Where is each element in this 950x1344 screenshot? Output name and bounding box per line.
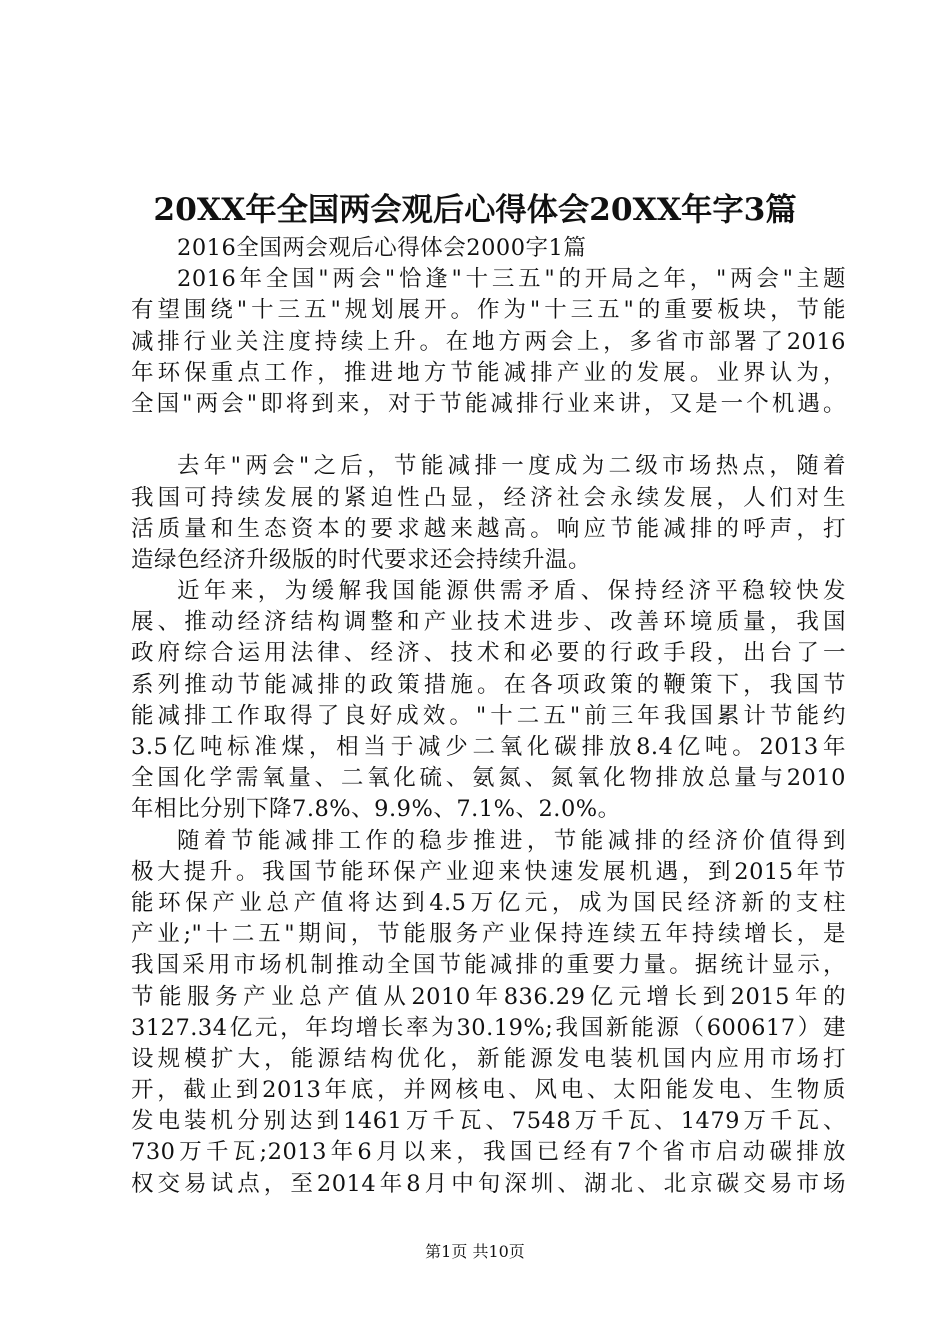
paragraph-line: 极大提升。我国节能环保产业迎来快速发展机遇，到2015年节 [131, 858, 846, 885]
paragraph-line: 我国可持续发展的紧迫性凸显，经济社会永续发展，人们对生 [131, 484, 846, 511]
paragraph-line: 去年"两会"之后，节能减排一度成为二级市场热点，随着 [177, 453, 846, 480]
paragraph-line: 3127.34亿元，年均增长率为30.19%;我国新能源（600617）建 [131, 1014, 846, 1041]
paragraph-line: 能减排工作取得了良好成效。"十二五"前三年我国累计节能约 [131, 702, 846, 729]
paragraph-line: 年相比分别下降7.8%、9.9%、7.1%、2.0%。 [131, 796, 621, 823]
paragraph-line: 能环保产业总产值将达到4.5万亿元，成为国民经济新的支柱 [131, 889, 846, 916]
paragraph-line: 造绿色经济升级版的时代要求还会持续升温。 [131, 546, 592, 573]
paragraph-line: 我国采用市场机制推动全国节能减排的重要力量。据统计显示， [131, 952, 846, 979]
paragraph-line: 发电装机分别达到1461万千瓦、7548万千瓦、1479万千瓦、 [131, 1108, 846, 1135]
paragraph-line: 展、推动经济结构调整和产业技术进步、改善环境质量，我国 [131, 609, 846, 636]
paragraph-line: 2016年全国"两会"恰逢"十三五"的开局之年，"两会"主题 [177, 266, 846, 293]
paragraph-line: 节能服务产业总产值从2010年836.29亿元增长到2015年的 [131, 983, 846, 1010]
paragraph-line: 730万千瓦;2013年6月以来，我国已经有7个省市启动碳排放 [131, 1139, 846, 1166]
subtitle-line: 2016全国两会观后心得体会2000字1篇 [177, 235, 587, 261]
paragraph-line: 减排行业关注度持续上升。在地方两会上，多省市部署了2016 [131, 328, 846, 355]
paragraph-line: 全国化学需氧量、二氧化硫、氨氮、氮氧化物排放总量与2010 [131, 765, 846, 792]
paragraph-line: 权交易试点，至2014年8月中旬深圳、湖北、北京碳交易市场 [131, 1170, 846, 1197]
document-title: 20XX年全国两会观后心得体会20XX年字3篇 [153, 192, 797, 228]
paragraph-gap [131, 420, 846, 451]
paragraph-line: 开，截止到2013年底，并网核电、风电、太阳能发电、生物质 [131, 1077, 846, 1104]
paragraph-line: 系列推动节能减排的政策措施。在各项政策的鞭策下，我国节 [131, 671, 846, 698]
paragraph-line: 产业;"十二五"期间，节能服务产业保持连续五年持续增长，是 [131, 921, 846, 948]
paragraph-line: 3.5亿吨标准煤，相当于减少二氧化碳排放8.4亿吨。2013年 [131, 734, 846, 760]
paragraph-line: 有望围绕"十三五"规划展开。作为"十三五"的重要板块，节能 [131, 297, 846, 324]
paragraph-line: 活质量和生态资本的要求越来越高。响应节能减排的呼声，打 [131, 515, 846, 542]
page-footer: 第1页 共10页 [425, 1242, 525, 1261]
paragraph-line: 随着节能减排工作的稳步推进，节能减排的经济价值得到 [177, 827, 846, 854]
paragraph-line: 全国"两会"即将到来，对于节能减排行业来讲，又是一个机遇。 [131, 390, 846, 417]
paragraph-line: 年环保重点工作，推进地方节能减排产业的发展。业界认为， [131, 359, 846, 386]
paragraph-line: 设规模扩大，能源结构优化，新能源发电装机国内应用市场打 [131, 1045, 846, 1072]
paragraph-line: 近年来，为缓解我国能源供需矛盾、保持经济平稳较快发 [177, 578, 846, 605]
document-body [131, 233, 846, 1200]
paragraph-line: 政府综合运用法律、经济、技术和必要的行政手段，出台了一 [131, 640, 846, 667]
